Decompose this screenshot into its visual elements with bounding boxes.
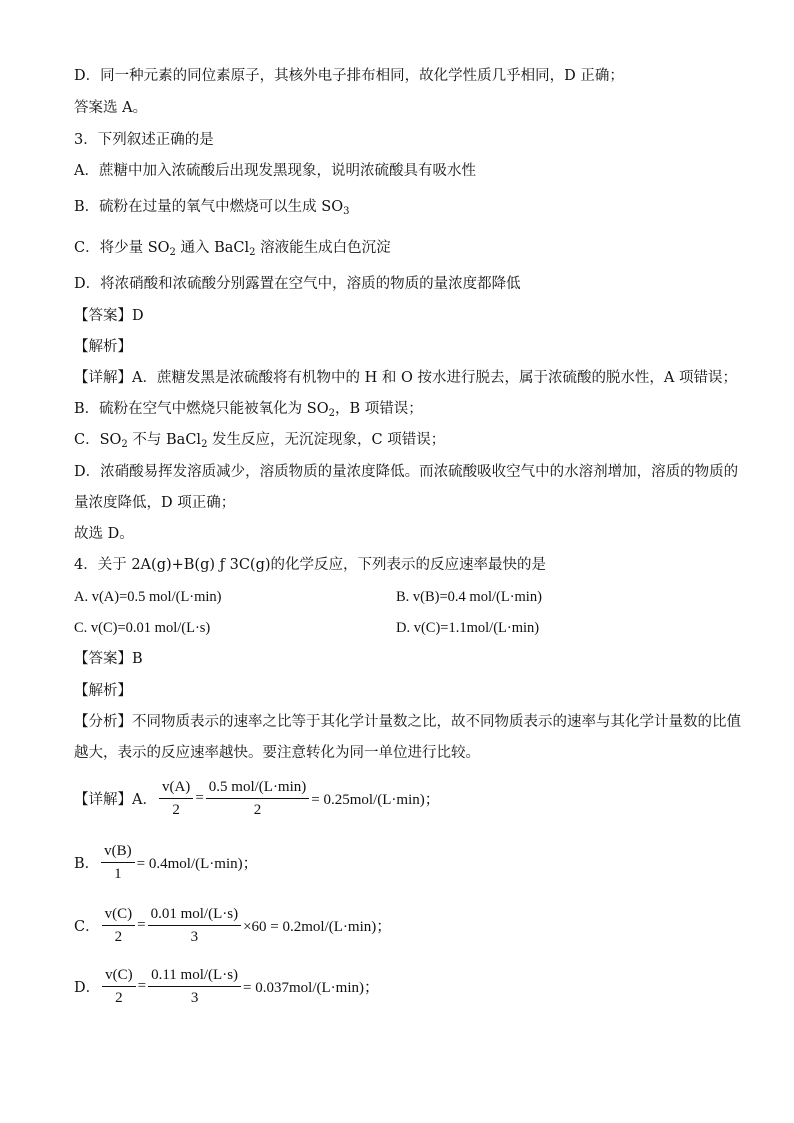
equation-d-label: D． [74,980,101,996]
equation-a-label: 【详解】A． [74,792,157,808]
q4-option-b: B. v(B)=0.4 mol/(L·min) [396,589,542,605]
q3-detail-b: B．硫粉在空气中燃烧只能被氧化为 $SO_2$，B 项错误； [74,401,423,419]
q3-conclusion: 故选 D。 [74,526,134,542]
question-4: 4．关于 2A(g)+B(g) ƒ 3C(g)的化学反应，下列表示的反应速率最快的是 [74,557,547,573]
q3-detail-a: 【详解】A．蔗糖发黑是浓硫酸将有机物中的 H 和 O 按水进行脱去，属于浓硫酸的脱水性，A 项错误； [74,370,738,386]
fraction: $\frac{\text{0.01 mol/(L·s)}}{3}$ [148,905,242,946]
fraction: $\frac{v(A)}{2}$ [159,778,193,819]
answer-line: 答案选 A。 [74,100,148,116]
option-d-explanation: D．同一种元素的同位素原子，其核外电子排布相同，故化学性质几乎相同，D 正确； [74,68,624,84]
q4-option-a: A. v(A)=0.5 mol/(L·min) [74,589,222,605]
equation-c-label: C． [74,919,100,935]
q4-option-c: C. v(C)=0.01 mol/(L·s) [74,620,211,636]
q4-analysis-line1: 【分析】不同物质表示的速率之比等于其化学计量数之比，故不同物质表示的速率与其化学计量数的比值 [74,714,741,730]
q3-option-b: B．硫粉在过量的氧气中燃烧可以生成 $SO_3$ [74,199,350,217]
fraction: $\frac{v(B)}{1}$ [101,842,135,883]
q4-option-d: D. v(C)=1.1mol/(L·min) [396,620,540,636]
q4-answer: 【答案】B [74,651,143,667]
equation-c: C． $\frac{v(C)}{2}$ = $\frac{\text{0.01 mol/(L·s)}}{3}$ ×60 = 0.2mol/(L·min)； [74,906,392,945]
fraction: $\frac{\text{0.5 mol/(L·min)}}{2}$ [206,778,310,819]
q4-analysis-line2: 越大，表示的反应速率越快。要注意转化为同一单位进行比较。 [74,745,480,761]
q3-detail-d-line1: D．浓硝酸易挥发溶质减少，溶质物质的量浓度降低。而浓硫酸吸收空气中的水溶剂增加，溶质的物质的 [74,464,739,480]
fraction: $\frac{\text{0.11 mol/(L·s)}}{3}$ [148,966,241,1007]
equation-a: 【详解】A． $\frac{v(A)}{2}$ = $\frac{\text{0.5 mol/(L·min)}}{2}$ = 0.25mol/(L·min)； [74,779,440,818]
q3-option-a: A．蔗糖中加入浓硫酸后出现发黑现象，说明浓硫酸具有吸水性 [74,163,476,179]
q4-analysis-heading: 【解析】 [74,683,132,699]
q3-option-d: D．将浓硝酸和浓硫酸分别露置在空气中，溶质的物质的量浓度都降低 [74,276,521,292]
equation-d: D． $\frac{v(C)}{2}$ = $\frac{\text{0.11 mol/(L·s)}}{3}$ = 0.037mol/(L·min)； [74,967,379,1006]
q3-detail-c: C．$SO_2$ 不与 BaCl$_2$ 发生反应，无沉淀现象，C 项错误； [74,432,446,450]
equation-b: B． $\frac{v(B)}{1}$ = 0.4mol/(L·min)； [74,843,258,882]
equation-b-label: B． [74,856,100,872]
fraction: $\frac{v(C)}{2}$ [102,905,136,946]
q3-answer: 【答案】D [74,308,144,324]
question-3: 3．下列叙述正确的是 [74,132,214,148]
q3-detail-d-line2: 量浓度降低，D 项正确； [74,495,236,511]
fraction: $\frac{v(C)}{2}$ [102,966,136,1007]
q3-option-c: C．将少量 $SO_2$ 通入 BaCl$_2$ 溶液能生成白色沉淀 [74,240,391,258]
q3-analysis-heading: 【解析】 [74,339,132,355]
